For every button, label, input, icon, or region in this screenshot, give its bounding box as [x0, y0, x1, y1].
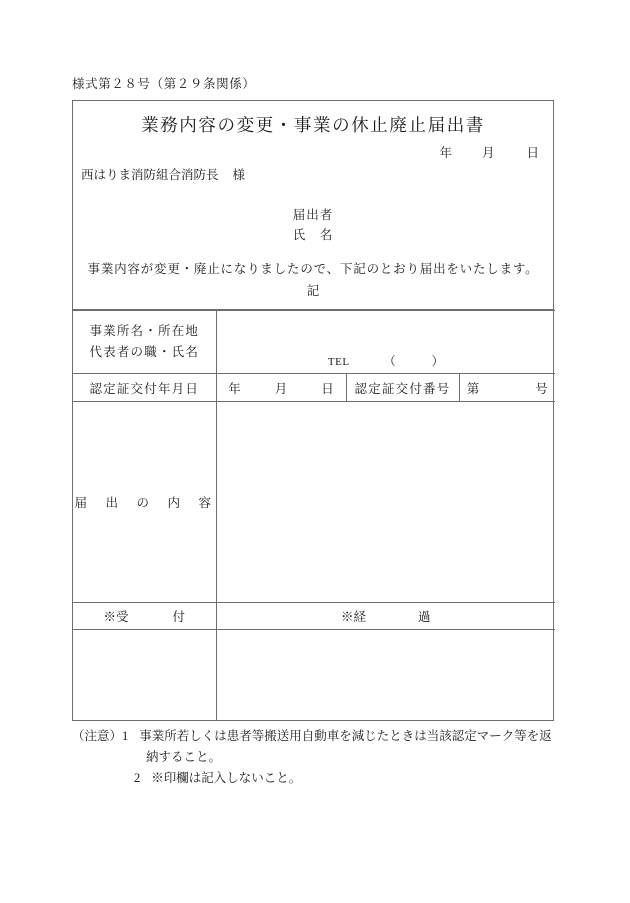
- cert-date-value-cell[interactable]: [216, 374, 346, 402]
- telephone-paren-open: （: [383, 354, 396, 368]
- note-item-1-continued: 納すること。: [146, 750, 222, 764]
- cert-number-value-cell[interactable]: [459, 374, 555, 402]
- ki-marker: 記: [306, 284, 320, 298]
- form-number: 様式第２８号（第２９条関係）: [72, 77, 256, 91]
- statement-text: 事業内容が変更・廃止になりましたので、下記のとおり届出をいたします。: [87, 262, 539, 276]
- cert-number-label: 認定証交付番号: [346, 374, 459, 402]
- process-header: [216, 603, 555, 630]
- cert-date-month-label: 月: [274, 381, 288, 396]
- contents-label: 届 出 の 内 容: [73, 402, 216, 603]
- cert-date-year-label: 年: [228, 381, 241, 396]
- receipt-header-part1: ※受: [103, 610, 129, 624]
- table-row-certificate: [73, 374, 555, 402]
- form-header-block: [73, 101, 553, 310]
- note-2-text: ※印欄は記入しないこと。: [151, 771, 302, 785]
- receipt-header: [73, 603, 216, 630]
- contents-value-cell[interactable]: [216, 402, 555, 603]
- table-row-office-use-values: [73, 630, 555, 721]
- form-frame: [72, 100, 554, 721]
- process-header-part2: 過: [418, 610, 431, 624]
- note-item-2: [72, 768, 572, 789]
- office-label-line2: 代表者の職・氏名: [89, 345, 200, 359]
- date-month-label: 月: [481, 146, 495, 160]
- addressee-honorific: 様: [232, 168, 246, 182]
- telephone-label: TEL: [327, 356, 350, 368]
- process-header-part1: ※経: [341, 610, 367, 624]
- date-year-label: 年: [439, 146, 452, 160]
- addressee: [81, 165, 245, 183]
- note-item-1: [72, 726, 572, 747]
- date-day-label: 日: [526, 146, 539, 160]
- process-stamp-cell[interactable]: [216, 630, 555, 721]
- submitter-name-label: 氏 名: [292, 228, 334, 242]
- cert-number-suffix: 号: [535, 381, 548, 396]
- note-2-marker: 2: [134, 771, 141, 785]
- note-1-marker: 1: [122, 729, 129, 743]
- submitter-role-label: 届出者: [292, 208, 334, 222]
- note-1-line1: 事業所若しくは患者等搬送用自動車を減じたときは当該認定マーク等を返: [139, 729, 552, 743]
- office-value-cell[interactable]: [216, 311, 555, 374]
- table-row-office: [73, 311, 555, 374]
- office-label-cell: [73, 311, 216, 374]
- receipt-stamp-cell[interactable]: [73, 630, 216, 721]
- submitter-block: [73, 205, 553, 245]
- form-grid: [73, 310, 555, 720]
- date-line: [439, 143, 539, 161]
- cert-number-prefix: 第: [466, 381, 480, 396]
- office-label-line1: 事業所名・所在地: [89, 324, 200, 338]
- table-row-office-use-headers: [73, 603, 555, 630]
- notes-heading: （注意）: [72, 729, 123, 743]
- telephone-paren-close: ）: [431, 354, 444, 368]
- notes-block: [72, 726, 572, 789]
- page-title: 業務内容の変更・事業の休止廃止届出書: [141, 115, 485, 135]
- cert-date-label: 認定証交付年月日: [73, 374, 216, 402]
- table-row-contents: [73, 402, 555, 603]
- telephone-line: [217, 352, 556, 369]
- receipt-header-part2: 付: [172, 610, 186, 624]
- addressee-name: 西はりま消防組合消防長: [81, 168, 219, 182]
- cert-date-day-label: 日: [321, 381, 334, 396]
